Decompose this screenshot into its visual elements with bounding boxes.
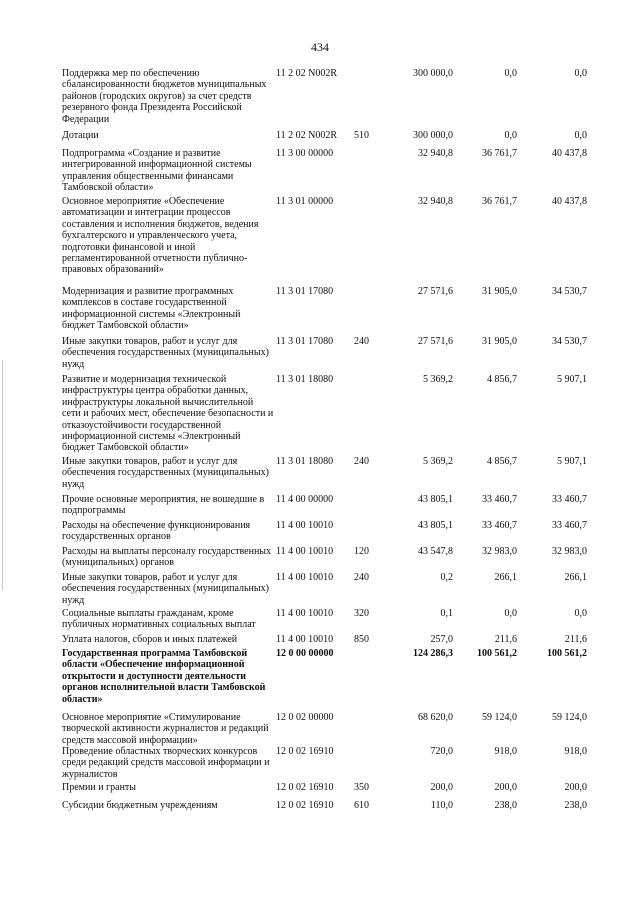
row-amount-1: 43 805,1: [418, 520, 453, 531]
row-amount-3: 59 124,0: [552, 712, 587, 723]
row-code: 11 3 01 00000: [276, 196, 334, 207]
row-amount-1: 300 000,0: [413, 130, 453, 141]
row-code: 11 3 01 18080: [276, 374, 334, 385]
row-amount-1: 110,0: [430, 800, 453, 811]
row-name: Поддержка мер по обеспечению сбалансированности бюджетов муниципальных районов (городских округов) за счет средств резервного фонда Президента Российской Федерации: [62, 68, 267, 125]
row-amount-2: 0,0: [504, 608, 517, 619]
row-name: Подпрограмма «Создание и развитие интегрированной информационной системы управления общественными финансами Тамбовской области»: [62, 148, 252, 194]
row-code: 11 4 00 10010: [276, 634, 334, 645]
row-amount-1: 300 000,0: [413, 68, 453, 79]
row-expense-type: 120: [354, 546, 369, 557]
row-amount-2: 33 460,7: [482, 494, 517, 505]
row-amount-3: 40 437,8: [552, 148, 587, 159]
row-name: Расходы на выплаты персоналу государственных (муниципальных) органов: [62, 546, 272, 569]
row-amount-1: 32 940,8: [418, 196, 453, 207]
row-code: 12 0 02 16910: [276, 782, 334, 793]
row-name: Основное мероприятие «Стимулирование творческой активности журналистов и редакций средств массовой информации»: [62, 712, 269, 746]
row-amount-3: 211,6: [564, 634, 587, 645]
page-number: 434: [311, 40, 329, 54]
row-amount-3: 5 907,1: [557, 374, 587, 385]
row-amount-2: 0,0: [504, 130, 517, 141]
row-name: Прочие основные мероприятия, не вошедшие в подпрограммы: [62, 494, 265, 517]
row-amount-3: 33 460,7: [552, 520, 587, 531]
row-amount-1: 257,0: [430, 634, 453, 645]
row-amount-1: 27 571,6: [418, 336, 453, 347]
row-amount-2: 31 905,0: [482, 286, 517, 297]
row-amount-3: 0,0: [574, 68, 587, 79]
row-name: Социальные выплаты гражданам, кроме публичных нормативных социальных выплат: [62, 608, 256, 631]
row-amount-1: 124 286,3: [413, 648, 453, 659]
row-amount-2: 100 561,2: [477, 648, 517, 659]
row-amount-1: 0,2: [440, 572, 453, 583]
row-amount-1: 43 547,8: [418, 546, 453, 557]
row-amount-2: 266,1: [494, 572, 517, 583]
row-amount-1: 200,0: [430, 782, 453, 793]
row-amount-2: 238,0: [494, 800, 517, 811]
row-expense-type: 320: [354, 608, 369, 619]
row-name: Модернизация и развитие программных комплексов в составе государственной информационной системы «Электронный бюджет Тамбовской области»: [62, 286, 241, 332]
row-amount-1: 5 369,2: [423, 456, 453, 467]
row-name: Дотации: [62, 130, 99, 141]
row-name: Иные закупки товаров, работ и услуг для обеспечения государственных (муниципальных) нужд: [62, 336, 269, 370]
row-code: 12 0 02 16910: [276, 800, 334, 811]
row-amount-1: 43 805,1: [418, 494, 453, 505]
row-amount-3: 200,0: [564, 782, 587, 793]
row-amount-1: 32 940,8: [418, 148, 453, 159]
row-expense-type: 240: [354, 572, 369, 583]
row-code: 11 3 01 17080: [276, 286, 334, 297]
row-amount-3: 5 907,1: [557, 456, 587, 467]
row-name: Иные закупки товаров, работ и услуг для обеспечения государственных (муниципальных) нужд: [62, 456, 269, 490]
row-amount-3: 34 530,7: [552, 336, 587, 347]
row-code: 11 2 02 N002R: [276, 130, 338, 141]
row-expense-type: 240: [354, 456, 369, 467]
row-expense-type: 350: [354, 782, 369, 793]
row-amount-2: 4 856,7: [487, 374, 517, 385]
row-code: 12 0 02 00000: [276, 712, 334, 723]
row-name: Субсидии бюджетным учреждениям: [62, 800, 218, 811]
row-amount-2: 918,0: [494, 746, 517, 757]
row-name: Премии и гранты: [62, 782, 137, 793]
row-name: Расходы на обеспечение функционирования государственных органов: [62, 520, 251, 543]
row-code: 11 4 00 10010: [276, 572, 334, 583]
row-amount-3: 100 561,2: [547, 648, 587, 659]
row-code: 12 0 00 00000: [276, 648, 334, 659]
row-amount-3: 32 983,0: [552, 546, 587, 557]
row-amount-1: 68 620,0: [418, 712, 453, 723]
row-expense-type: 610: [354, 800, 369, 811]
row-code: 11 4 00 10010: [276, 546, 334, 557]
row-amount-3: 918,0: [564, 746, 587, 757]
row-amount-2: 31 905,0: [482, 336, 517, 347]
row-code: 11 3 00 00000: [276, 148, 334, 159]
row-amount-1: 27 571,6: [418, 286, 453, 297]
row-amount-3: 266,1: [564, 572, 587, 583]
row-expense-type: 240: [354, 336, 369, 347]
row-code: 11 4 00 10010: [276, 520, 334, 531]
row-amount-2: 36 761,7: [482, 148, 517, 159]
row-code: 11 4 00 10010: [276, 608, 334, 619]
row-expense-type: 510: [354, 130, 369, 141]
row-code: 11 3 01 17080: [276, 336, 334, 347]
row-name: Иные закупки товаров, работ и услуг для обеспечения государственных (муниципальных) нужд: [62, 572, 269, 606]
row-amount-2: 200,0: [494, 782, 517, 793]
row-amount-2: 33 460,7: [482, 520, 517, 531]
row-name: Проведение областных творческих конкурсов среди редакций средств массовой информации и журналистов: [62, 746, 270, 780]
row-amount-3: 34 530,7: [552, 286, 587, 297]
row-amount-1: 0,1: [440, 608, 453, 619]
row-amount-3: 40 437,8: [552, 196, 587, 207]
row-name: Основное мероприятие «Обеспечение автоматизации и интеграции процессов составления и исполнения бюджетов, ведения бухгалтерского и управленческого учета, подготовки финансовой и иной регламентированной отчетности публично-правовых образований»: [62, 196, 259, 276]
row-amount-1: 720,0: [430, 746, 453, 757]
row-code: 11 2 02 N002R: [276, 68, 338, 79]
row-name: Государственная программа Тамбовской области «Обеспечение информационной открытости и доступности деятельности органов исполнительной власти Тамбовской области»: [62, 648, 266, 705]
row-code: 12 0 02 16910: [276, 746, 334, 757]
row-amount-2: 4 856,7: [487, 456, 517, 467]
row-amount-1: 5 369,2: [423, 374, 453, 385]
row-amount-3: 33 460,7: [552, 494, 587, 505]
row-code: 11 3 01 18080: [276, 456, 334, 467]
row-amount-2: 0,0: [504, 68, 517, 79]
row-amount-2: 59 124,0: [482, 712, 517, 723]
row-expense-type: 850: [354, 634, 369, 645]
row-amount-2: 211,6: [494, 634, 517, 645]
row-amount-3: 0,0: [574, 130, 587, 141]
row-name: Развитие и модернизация технической инфраструктуры центра обработки данных, инфраструктуры локальной вычислительной сети и рабочих мест, обеспечение безопасности и отказоустойчивости государственной информационной системы «Электронный бюджет Тамбовской области»: [62, 374, 274, 454]
row-amount-3: 238,0: [564, 800, 587, 811]
row-name: Уплата налогов, сборов и иных платежей: [62, 634, 238, 645]
row-code: 11 4 00 00000: [276, 494, 334, 505]
row-amount-3: 0,0: [574, 608, 587, 619]
row-amount-2: 32 983,0: [482, 546, 517, 557]
row-amount-2: 36 761,7: [482, 196, 517, 207]
